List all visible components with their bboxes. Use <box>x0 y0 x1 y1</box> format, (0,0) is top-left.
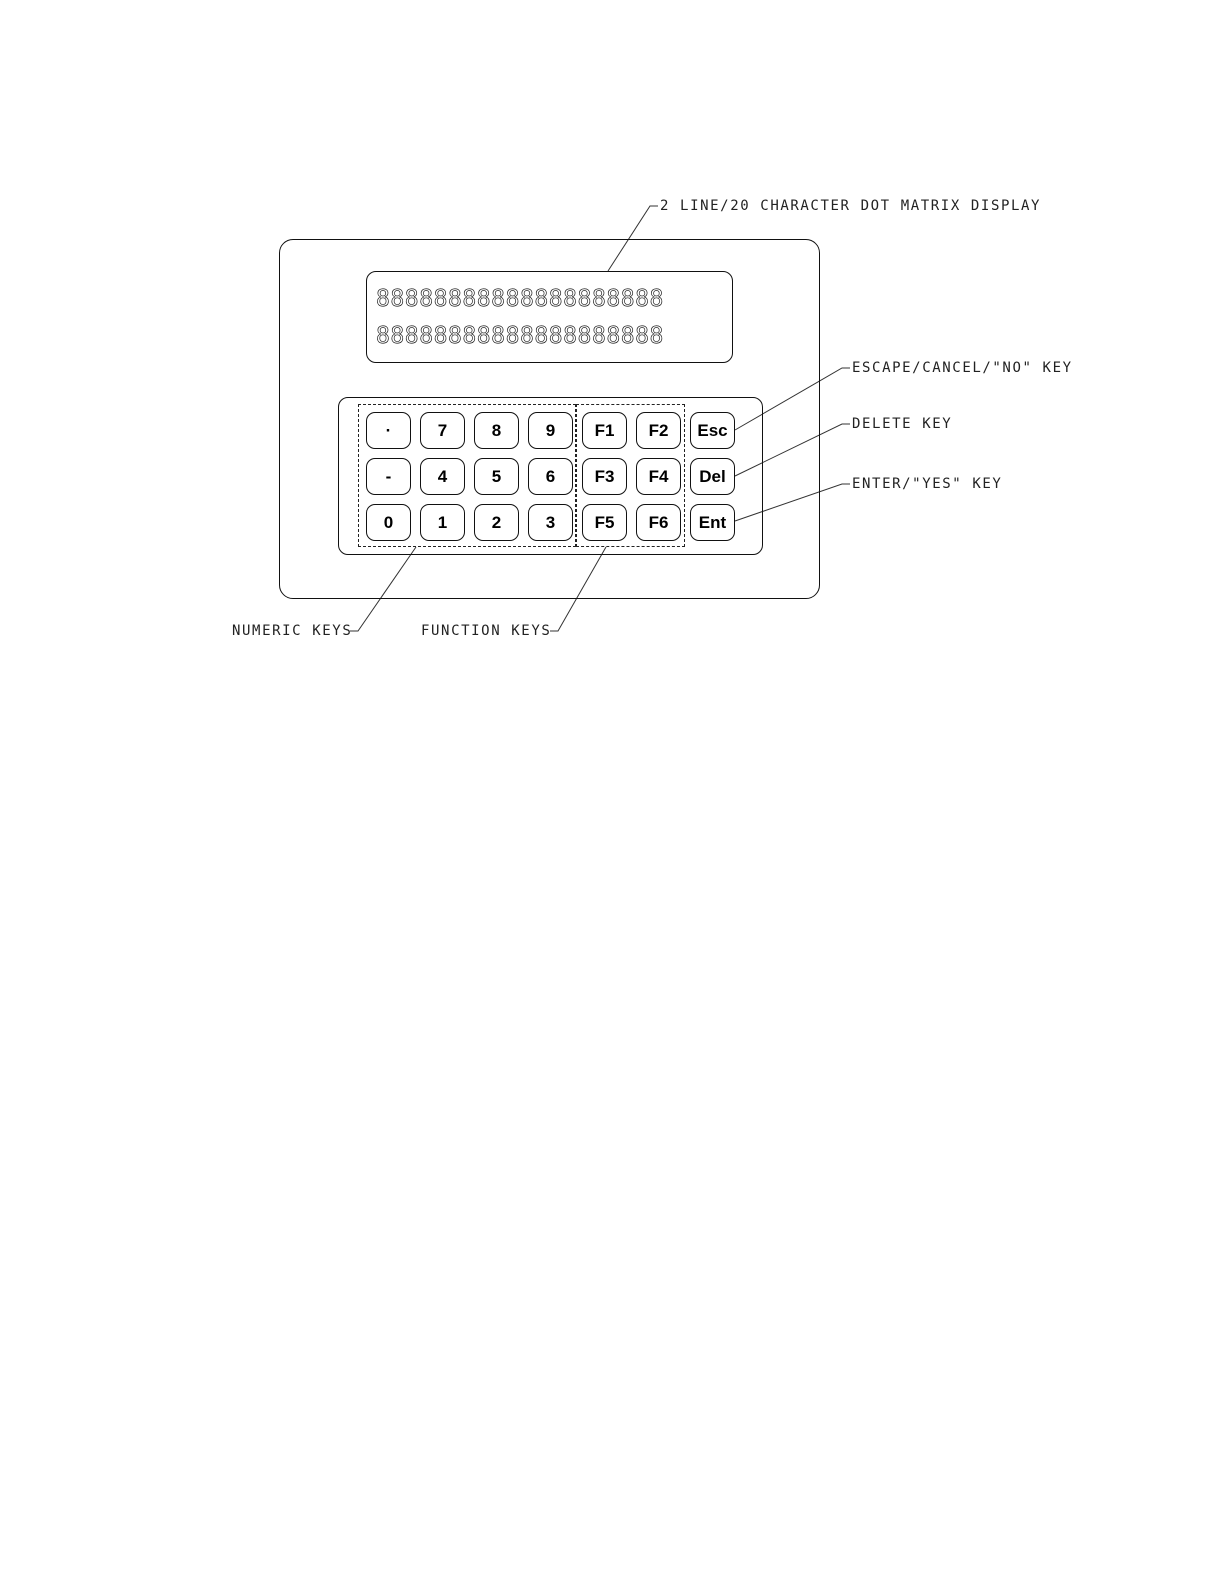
key-f5[interactable]: F5 <box>582 504 627 541</box>
enter-key[interactable]: Ent <box>690 504 735 541</box>
display-callout: 2 LINE/20 CHARACTER DOT MATRIX DISPLAY <box>660 198 1042 214</box>
display-line-1: 88888888888888888888 <box>376 286 664 312</box>
key-3[interactable]: 3 <box>528 504 573 541</box>
enter-key-callout: ENTER/"YES" KEY <box>852 476 1003 492</box>
key-f6[interactable]: F6 <box>636 504 681 541</box>
key-9[interactable]: 9 <box>528 412 573 449</box>
dot-matrix-display <box>366 271 733 363</box>
numeric-keys-callout: NUMERIC KEYS <box>232 623 353 639</box>
key-7[interactable]: 7 <box>420 412 465 449</box>
key-5[interactable]: 5 <box>474 458 519 495</box>
display-line-2: 88888888888888888888 <box>376 323 664 349</box>
key-1[interactable]: 1 <box>420 504 465 541</box>
key-2[interactable]: 2 <box>474 504 519 541</box>
key-minus[interactable]: - <box>366 458 411 495</box>
delete-key[interactable]: Del <box>690 458 735 495</box>
function-keys-callout: FUNCTION KEYS <box>421 623 552 639</box>
key-f3[interactable]: F3 <box>582 458 627 495</box>
escape-key[interactable]: Esc <box>690 412 735 449</box>
key-f1[interactable]: F1 <box>582 412 627 449</box>
delete-key-callout: DELETE KEY <box>852 416 953 432</box>
key-f4[interactable]: F4 <box>636 458 681 495</box>
key-6[interactable]: 6 <box>528 458 573 495</box>
key-0[interactable]: 0 <box>366 504 411 541</box>
key-f2[interactable]: F2 <box>636 412 681 449</box>
key-decimal-point[interactable]: · <box>366 412 411 449</box>
key-8[interactable]: 8 <box>474 412 519 449</box>
key-4[interactable]: 4 <box>420 458 465 495</box>
escape-key-callout: ESCAPE/CANCEL/"NO" KEY <box>852 360 1073 376</box>
